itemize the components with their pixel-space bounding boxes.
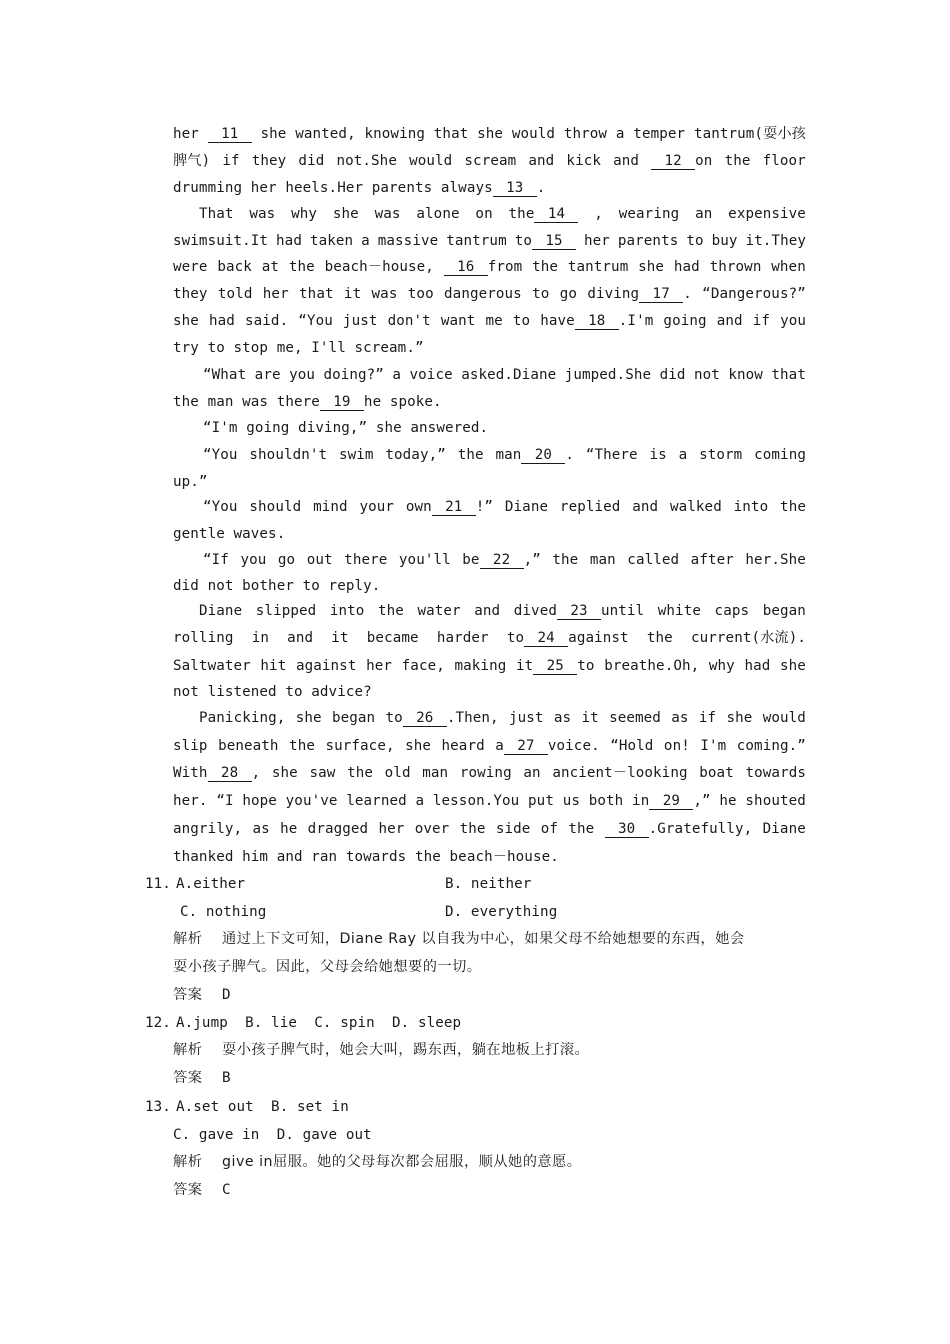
passage-word: swim (338, 447, 374, 463)
passage-word: the (347, 765, 374, 781)
passage-word: put (528, 793, 554, 809)
passage-word: said. (245, 313, 289, 329)
passage-word: her (366, 658, 393, 674)
passage-word: were (173, 259, 208, 275)
passage-word: making (454, 658, 507, 674)
passage-word: the (532, 259, 559, 275)
passage-word: walked (669, 499, 722, 515)
passage-word: had (744, 658, 771, 674)
passage-word: tantrum (567, 259, 629, 275)
passage-word: and (474, 603, 501, 619)
passage-word: Diane (504, 499, 549, 515)
question-12-answer: B (222, 1070, 231, 1086)
passage-word: both (588, 793, 624, 809)
blank-29: 29 (649, 793, 693, 810)
passage-word: temper (633, 126, 686, 142)
passage-word: man (422, 765, 449, 781)
passage-word: to 15 (515, 231, 576, 251)
passage-word: began (762, 603, 806, 619)
blank-26: 26 (403, 710, 447, 727)
passage-word: you've (285, 793, 338, 809)
passage-word: coming.” (736, 738, 806, 754)
passage-word: jumped.She (564, 367, 652, 383)
passage-word: would (762, 710, 806, 726)
passage-word: was (249, 206, 276, 222)
passage-word: a (678, 447, 688, 463)
passage-word: harder (436, 630, 489, 646)
passage-word: slip (173, 738, 208, 754)
passage-word: after (690, 552, 734, 568)
passage-word: have 18 .I'm (540, 313, 654, 329)
passage-word: in (251, 630, 269, 646)
passage-word: face, (401, 658, 445, 674)
passage-line (173, 736, 806, 756)
passage-word: knowing (364, 126, 425, 142)
passage-word: if (698, 710, 717, 726)
passage-line (173, 284, 806, 304)
passage-word: did (298, 153, 325, 169)
passage-word: I'm (700, 738, 727, 754)
passage-word: just (508, 710, 544, 726)
passage-word: it (343, 286, 362, 302)
passage-word: 脾气) (173, 153, 211, 169)
passage-word: a (415, 793, 425, 809)
passage-word: 12 on (651, 151, 712, 171)
passage-word: was (374, 206, 401, 222)
passage-word: she (260, 126, 287, 142)
passage-word: the (568, 821, 595, 837)
question-11-option-b: B. neither (445, 876, 532, 892)
passage-word: and (287, 630, 314, 646)
passage-word: alone (416, 206, 460, 222)
passage-word: “Hold (610, 738, 654, 754)
blank-18: 18 (575, 313, 619, 330)
passage-word: voice (409, 367, 453, 383)
passage-word: tantrum(耍小孩 (693, 126, 806, 142)
passage-word: is (649, 447, 667, 463)
passage-word: in 29 ,” (632, 793, 711, 809)
question-13-options-line-1: A.set out B. set in (176, 1099, 349, 1115)
passage-word: mind (313, 499, 348, 515)
passage-word: and (528, 153, 555, 169)
passage-word: to (686, 233, 704, 249)
passage-word: With 28 , (173, 765, 261, 781)
passage-word: they (251, 153, 287, 169)
passage-word: scream (464, 153, 517, 169)
passage-word: slipped (255, 603, 317, 619)
passage-word: rowing (459, 765, 512, 781)
passage-line: “I'm going diving,” she answered. (203, 420, 489, 436)
passage-word: surface, (325, 738, 395, 754)
passage-word: should (249, 499, 302, 515)
passage-word: it.They (745, 233, 806, 249)
passage-word: and (632, 499, 659, 515)
passage-word: Diane (762, 821, 806, 837)
passage-line: thanked him and ran towards the beach－house. (173, 849, 559, 865)
passage-word: hope (242, 793, 277, 809)
passage-word: the (289, 738, 315, 754)
passage-word: “You (298, 313, 333, 329)
passage-word: back (217, 259, 252, 275)
passage-word: towards (745, 765, 806, 781)
passage-word: water (417, 603, 461, 619)
passage-word: her (173, 126, 199, 142)
passage-line: drumming her heels.Her parents always 13 . (173, 180, 546, 196)
passage-word: against (295, 658, 357, 674)
passage-word: that (299, 286, 334, 302)
passage-word: a (392, 367, 402, 383)
question-11-answer-label: 答案 (173, 987, 203, 1003)
blank-23: 23 (557, 603, 601, 620)
passage-word: to 26 .Then, (385, 710, 499, 726)
passage-word: “There (585, 447, 638, 463)
passage-word: the (646, 630, 673, 646)
question-11-analysis-label: 解析 (173, 931, 203, 947)
passage-word: “I (216, 793, 234, 809)
passage-word: would (511, 126, 556, 142)
passage-line: not listened to advice? (173, 684, 372, 700)
passage-word (208, 124, 252, 144)
passage-word: she (332, 206, 359, 222)
passage-line (173, 656, 806, 676)
question-11-number: 11. (145, 876, 171, 892)
passage-word: there (344, 552, 388, 568)
passage-word: an (523, 765, 541, 781)
question-13-options-line-2: C. gave in D. gave out (173, 1127, 372, 1143)
passage-word: shouldn't (249, 447, 328, 463)
passage-word: she (295, 710, 322, 726)
passage-word: us (562, 793, 580, 809)
passage-word: thrown (709, 259, 762, 275)
passage-line (173, 231, 806, 251)
passage-word: as (671, 710, 689, 726)
passage-word: Saltwater (173, 658, 251, 674)
passage-word: seemed (609, 710, 661, 726)
passage-word: did (659, 367, 686, 383)
passage-word: your (359, 499, 395, 515)
blank-30: 30 (605, 821, 649, 838)
passage-word: not (693, 367, 720, 383)
passage-word: shouted (745, 793, 806, 809)
passage-word: don't (387, 313, 431, 329)
passage-word: diving 17 . (587, 286, 692, 302)
passage-word: the (780, 499, 806, 515)
passage-word: know (728, 367, 763, 383)
passage-line (173, 151, 806, 171)
passage-word: storm (699, 447, 743, 463)
passage-word: she (173, 313, 199, 329)
passage-word: the (724, 153, 751, 169)
passage-word: rolling (173, 630, 234, 646)
passage-word: he (719, 793, 737, 809)
question-12-analysis-label: 解析 (173, 1042, 203, 1058)
passage-line (173, 819, 806, 839)
passage-word: when (771, 259, 806, 275)
passage-word: want (440, 313, 476, 329)
blank-19: 19 (320, 394, 364, 411)
blank-15: 15 (532, 233, 576, 250)
passage-word: go (277, 552, 296, 568)
passage-word: own 21 !” (405, 499, 494, 515)
passage-word: you (240, 552, 267, 568)
passage-word: they (173, 286, 208, 302)
passage-word: her (262, 286, 289, 302)
passage-word: floor (762, 153, 806, 169)
passage-word: she (477, 126, 504, 142)
passage-word: are (254, 367, 281, 383)
passage-word: Diane (199, 603, 243, 619)
blank-11: 11 (208, 126, 252, 143)
passage-word: dragged (307, 821, 369, 837)
passage-word: the (377, 603, 404, 619)
passage-word: the (552, 552, 579, 568)
passage-word: current(水流). (690, 630, 806, 646)
question-13-number: 13. (145, 1099, 171, 1115)
passage-word: beneath (218, 738, 279, 754)
question-12-options: A.jump B. lie C. spin D. sleep (176, 1015, 462, 1031)
blank-25: 25 (533, 658, 577, 675)
passage-word: “You (203, 499, 238, 515)
question-13-answer: C (222, 1182, 231, 1198)
passage-line (199, 708, 806, 728)
passage-word: boat (699, 765, 734, 781)
passage-word: wearing (618, 206, 680, 222)
passage-word: side (495, 821, 531, 837)
passage-word: you (780, 313, 806, 329)
passage-word: her. (173, 793, 208, 809)
passage-word: into (329, 603, 365, 619)
passage-line (173, 124, 806, 144)
passage-word: replied (559, 499, 621, 515)
question-12-answer-label: 答案 (173, 1070, 203, 1086)
passage-word: dangerous (444, 286, 522, 302)
passage-word: learned (346, 793, 407, 809)
passage-word: today,” (385, 447, 446, 463)
passage-line (203, 550, 806, 570)
blank-17: 17 (639, 286, 683, 303)
passage-word: not.She (336, 153, 397, 169)
blank-16: 16 (444, 259, 488, 276)
passage-word: she (638, 259, 665, 275)
passage-line (199, 601, 806, 621)
passage-word: ancient－looking (552, 765, 688, 781)
passage-word: she (780, 658, 806, 674)
passage-word: you'll (398, 552, 451, 568)
passage-word: her.She (745, 552, 806, 568)
question-11-answer: D (222, 987, 231, 1003)
passage-line: did not bother to reply. (173, 578, 381, 594)
blank-20: 20 (521, 447, 565, 464)
passage-word: into (733, 499, 769, 515)
passage-word: go (559, 286, 578, 302)
passage-word: why (291, 206, 318, 222)
question-11-option-d: D. everything (445, 904, 558, 920)
question-11-option-c: C. nothing (180, 904, 267, 920)
passage-word: too (407, 286, 434, 302)
passage-word: the (457, 447, 484, 463)
passage-word: to (512, 313, 531, 329)
question-13-analysis-label: 解析 (173, 1154, 203, 1170)
passage-word: throw (563, 126, 608, 142)
passage-word: That (199, 206, 234, 222)
passage-word: buy (711, 233, 738, 249)
passage-word: had (276, 233, 302, 249)
passage-line (203, 445, 806, 465)
passage-word: if (222, 153, 240, 169)
passage-word: on! (663, 738, 690, 754)
passage-line (203, 497, 806, 517)
question-12-analysis-line-1: 耍小孩子脾气时，她会大叫，踢东西，躺在地板上打滚。 (222, 1042, 590, 1058)
passage-word: over (414, 821, 450, 837)
question-11-analysis-line-2: 耍小孩子脾气。因此，父母会给她想要的一切。 (173, 959, 482, 975)
passage-line: up.” (173, 474, 208, 490)
passage-word: me (485, 313, 503, 329)
blank-28: 28 (208, 765, 252, 782)
passage-word: an (695, 206, 713, 222)
passage-word: parents (617, 233, 679, 249)
passage-word: out (306, 552, 333, 568)
passage-word: swimsuit.It (173, 233, 269, 249)
passage-word: , (594, 206, 603, 222)
passage-line (173, 311, 806, 331)
passage-word: became (366, 630, 419, 646)
passage-word: Panicking, (199, 710, 286, 726)
blank-13: 13 (493, 180, 537, 197)
passage-word: white (657, 603, 701, 619)
passage-word: as (553, 710, 572, 726)
passage-word: had (209, 313, 235, 329)
passage-word: “Dangerous?” (702, 286, 806, 302)
blank-12: 12 (651, 153, 695, 170)
passage-word: dived 23 until (513, 603, 645, 619)
passage-line (173, 628, 806, 648)
passage-word: it (581, 710, 599, 726)
passage-word: the (459, 821, 486, 837)
passage-line: gentle waves. (173, 526, 286, 542)
passage-word: began (331, 710, 376, 726)
passage-word: he (280, 821, 298, 837)
question-11-analysis-line-1: 通过上下文可知，Diane Ray 以自我为中心，如果父母不给她想要的东西，她会 (222, 931, 745, 947)
blank-21: 21 (432, 499, 476, 516)
passage-word: a 27 voice. (495, 738, 600, 754)
passage-line (203, 365, 806, 385)
passage-word: “If (203, 552, 229, 568)
passage-word: lesson.You (432, 793, 520, 809)
passage-word: told (217, 286, 253, 302)
blank-14: 14 (534, 206, 578, 223)
passage-word: to 24 against (506, 630, 629, 646)
passage-word: caps (714, 603, 750, 619)
passage-word: 16 from (444, 257, 523, 277)
passage-word: called (627, 552, 680, 568)
passage-word: “You (203, 447, 238, 463)
blank-27: 27 (504, 738, 548, 755)
passage-line (173, 257, 806, 277)
passage-word: a (615, 126, 625, 142)
passage-word: was (371, 286, 398, 302)
passage-word: her (583, 233, 610, 249)
passage-word: if (752, 313, 770, 329)
question-11-option-a: A.either (176, 876, 246, 892)
passage-word: coming (754, 447, 806, 463)
passage-word: at (261, 259, 280, 275)
passage-word: had (673, 259, 700, 275)
passage-word: going (663, 313, 707, 329)
passage-line (199, 204, 806, 224)
passage-word: the (288, 259, 315, 275)
passage-word: beach－house, (324, 259, 434, 275)
passage-word: angrily, (173, 821, 243, 837)
passage-word: and (613, 153, 640, 169)
passage-word: it 25 to (515, 658, 595, 674)
passage-word: a (361, 233, 370, 249)
passage-word: breathe.Oh, (604, 658, 700, 674)
passage-line: the man was there 19 he spoke. (173, 394, 442, 410)
question-13-answer-label: 答案 (173, 1182, 203, 1198)
passage-word: it (331, 630, 349, 646)
passage-word: to (532, 286, 550, 302)
passage-word: asked.Diane (461, 367, 557, 383)
passage-line (173, 791, 806, 811)
passage-word: why (708, 658, 735, 674)
passage-word: on (475, 206, 493, 222)
passage-word: that (771, 367, 806, 383)
passage-word: would (409, 153, 453, 169)
passage-word: man 20 . (495, 447, 575, 463)
passage-word: her (378, 821, 405, 837)
passage-word: man (589, 552, 616, 568)
blank-24: 24 (524, 630, 568, 647)
passage-word: as (252, 821, 270, 837)
passage-word: saw (309, 765, 336, 781)
passage-word: wanted, (295, 126, 356, 142)
passage-word: the 14 (509, 204, 579, 224)
passage-word: kick (566, 153, 601, 169)
passage-word: 30 .Gratefully, (605, 819, 753, 839)
passage-word: taken (309, 233, 354, 249)
passage-word: “What (203, 367, 247, 383)
passage-word: she (405, 738, 432, 754)
passage-word: hit (260, 658, 287, 674)
passage-word: that (433, 126, 469, 142)
passage-word: heard (441, 738, 485, 754)
question-12-number: 12. (145, 1015, 171, 1031)
passage-word: expensive (728, 206, 806, 222)
passage-word: of (540, 821, 559, 837)
passage-line: try to stop me, I'll scream.” (173, 340, 424, 356)
passage-word: old (384, 765, 411, 781)
passage-word: doing?” (323, 367, 384, 383)
passage-word: she (271, 765, 298, 781)
passage-word: she (726, 710, 753, 726)
passage-word: just (342, 313, 378, 329)
blank-22: 22 (480, 552, 524, 569)
passage-word: tantrum (446, 233, 507, 249)
passage-word: massive (377, 233, 439, 249)
question-13-analysis-line-1: give in屈服。她的父母每次都会屈服，顺从她的意愿。 (222, 1154, 582, 1170)
passage-word: and (716, 313, 743, 329)
passage-line (173, 763, 806, 783)
passage-word: be 22 ,” (462, 552, 541, 568)
passage-word: you (289, 367, 315, 383)
